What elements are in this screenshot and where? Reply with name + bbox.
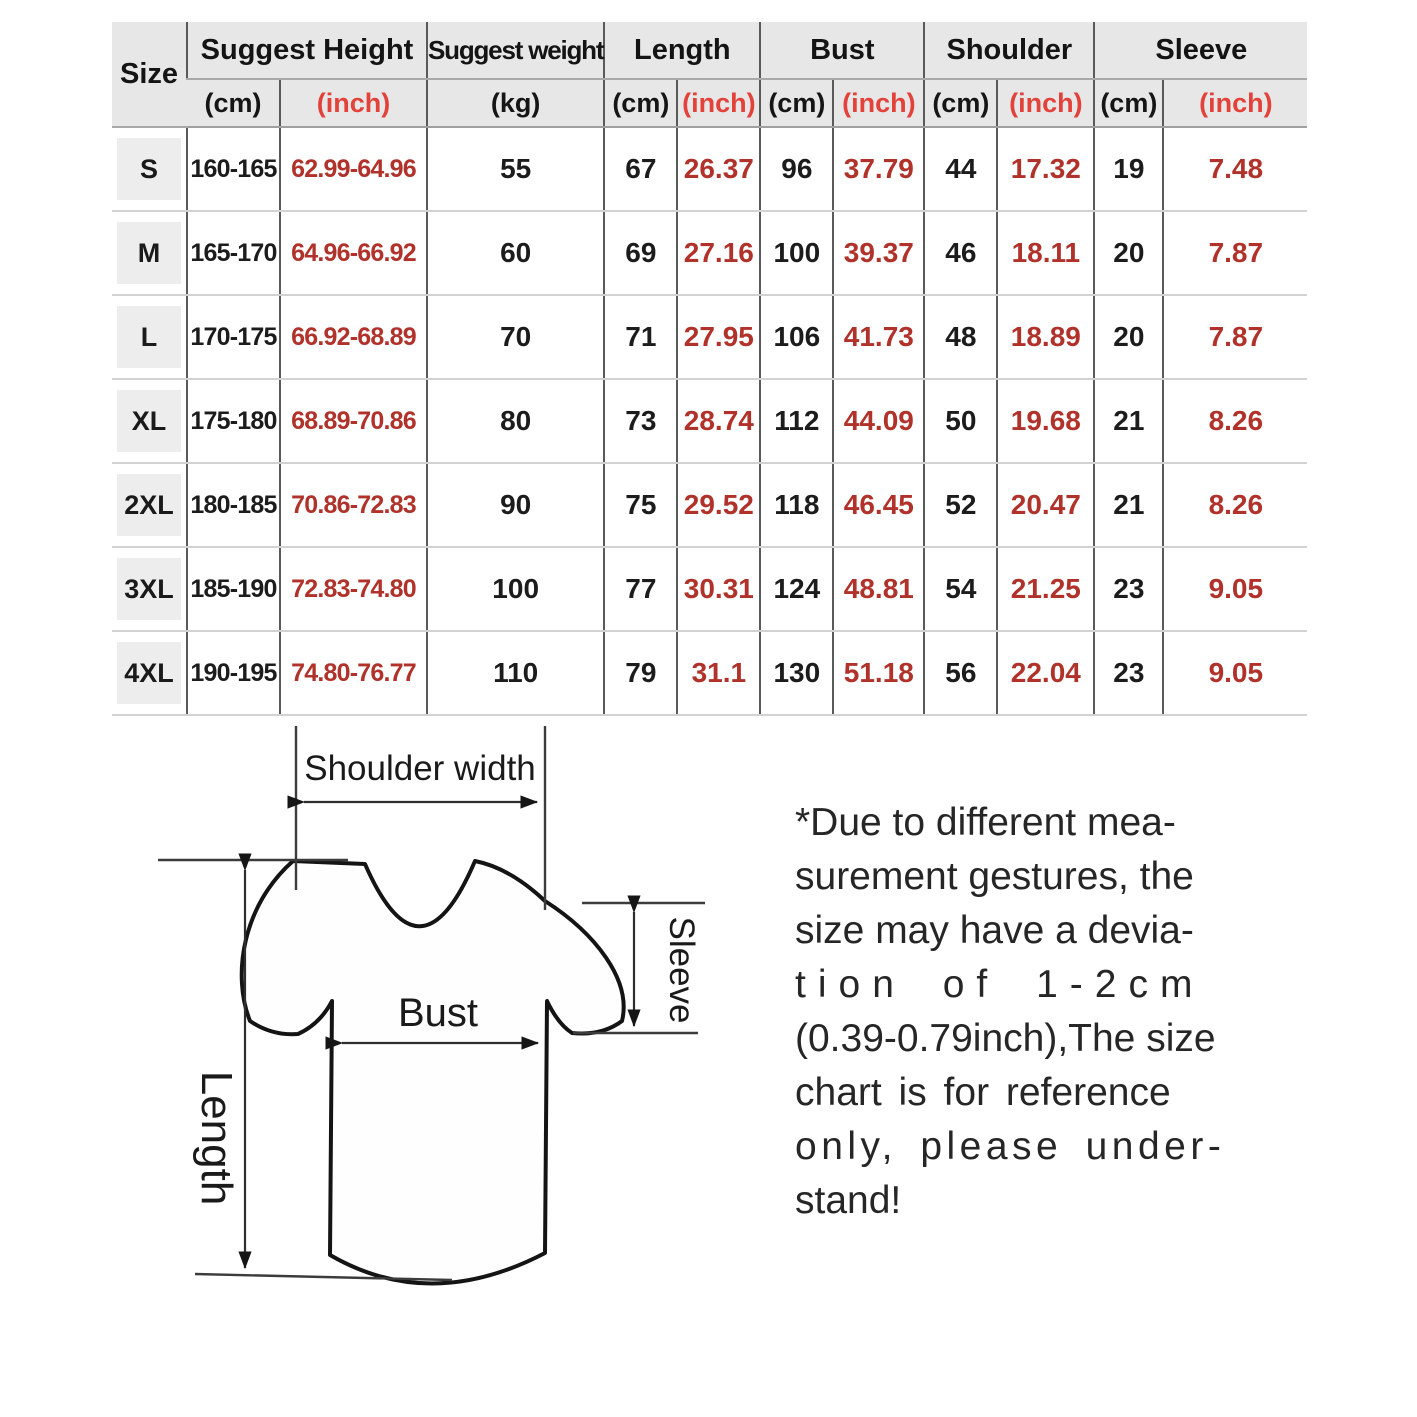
value-cell: 7.87 (1163, 295, 1307, 379)
value-cell: 79 (604, 631, 677, 715)
value-cell: 51.18 (833, 631, 924, 715)
table-row (112, 463, 1307, 547)
value-cell: 18.11 (997, 211, 1094, 295)
value-cell: 54 (924, 547, 997, 631)
value-cell: 48 (924, 295, 997, 379)
unit-sleeve-cm: (cm) (1094, 79, 1163, 127)
unit-length-cm: (cm) (604, 79, 677, 127)
value-cell: 72.83-74.80 (280, 547, 427, 631)
unit-weight-kg: (kg) (427, 79, 604, 127)
value-cell: 46.45 (833, 463, 924, 547)
size-label-cell (112, 547, 187, 631)
value-cell: 46 (924, 211, 997, 295)
table-row (112, 295, 1307, 379)
col-length: Length (604, 22, 760, 79)
value-cell: 20 (1094, 295, 1163, 379)
disclaimer-line: tion of 1-2cm (795, 963, 1205, 1006)
value-cell: 8.26 (1163, 379, 1307, 463)
value-cell: 23 (1094, 631, 1163, 715)
value-cell: 130 (760, 631, 833, 715)
table-row (112, 631, 1307, 715)
size-chart-section (112, 22, 1307, 716)
table-row (112, 211, 1307, 295)
value-cell: 180-185 (187, 463, 280, 547)
disclaimer-line: stand! (795, 1179, 902, 1222)
value-cell: 8.26 (1163, 463, 1307, 547)
unit-shoulder-cm: (cm) (924, 79, 997, 127)
value-cell: 170-175 (187, 295, 280, 379)
value-cell: 62.99-64.96 (280, 127, 427, 211)
value-cell: 48.81 (833, 547, 924, 631)
tshirt-outline-icon (242, 861, 624, 1284)
value-cell: 100 (760, 211, 833, 295)
length-label: Length (192, 1070, 241, 1206)
value-cell: 106 (760, 295, 833, 379)
value-cell: 52 (924, 463, 997, 547)
measurement-diagram (140, 718, 720, 1368)
value-cell: 9.05 (1163, 631, 1307, 715)
value-cell: 124 (760, 547, 833, 631)
value-cell: 30.31 (677, 547, 760, 631)
value-cell: 56 (924, 631, 997, 715)
bust-label: Bust (397, 991, 479, 1035)
value-cell: 19.68 (997, 379, 1094, 463)
value-cell: 29.52 (677, 463, 760, 547)
table-row (112, 379, 1307, 463)
value-cell: 21.25 (997, 547, 1094, 631)
value-cell: 55 (427, 127, 604, 211)
size-chip: 2XL (117, 474, 181, 536)
size-label-cell (112, 295, 187, 379)
value-cell: 165-170 (187, 211, 280, 295)
value-cell: 71 (604, 295, 677, 379)
value-cell: 96 (760, 127, 833, 211)
value-cell: 74.80-76.77 (280, 631, 427, 715)
size-chip: 4XL (117, 642, 181, 704)
value-cell: 7.48 (1163, 127, 1307, 211)
disclaimer-line: (0.39-0.79inch),The size (795, 1017, 1216, 1060)
disclaimer-line: surement gestures, the (795, 855, 1194, 898)
unit-height-cm: (cm) (187, 79, 280, 127)
value-cell: 19 (1094, 127, 1163, 211)
value-cell: 68.89-70.86 (280, 379, 427, 463)
table-row (112, 547, 1307, 631)
disclaimer-line: *Due to different mea- (795, 801, 1176, 844)
size-chip: M (117, 222, 181, 284)
table-row (112, 127, 1307, 211)
disclaimer-text (795, 796, 1255, 1228)
value-cell: 69 (604, 211, 677, 295)
value-cell: 118 (760, 463, 833, 547)
col-suggest-height: Suggest Height (187, 22, 427, 79)
size-chip: 3XL (117, 558, 181, 620)
value-cell: 185-190 (187, 547, 280, 631)
header-group-row (112, 22, 1307, 79)
value-cell: 67 (604, 127, 677, 211)
unit-bust-cm: (cm) (760, 79, 833, 127)
unit-sleeve-inch: (inch) (1163, 79, 1307, 127)
size-label-cell (112, 631, 187, 715)
value-cell: 22.04 (997, 631, 1094, 715)
value-cell: 64.96-66.92 (280, 211, 427, 295)
unit-height-inch: (inch) (280, 79, 427, 127)
value-cell: 73 (604, 379, 677, 463)
size-chip: S (117, 138, 181, 200)
size-label-cell (112, 463, 187, 547)
value-cell: 70 (427, 295, 604, 379)
col-bust: Bust (760, 22, 924, 79)
value-cell: 44.09 (833, 379, 924, 463)
size-chip: L (117, 306, 181, 368)
value-cell: 21 (1094, 463, 1163, 547)
value-cell: 50 (924, 379, 997, 463)
value-cell: 44 (924, 127, 997, 211)
sleeve-label: Sleeve (662, 916, 701, 1024)
shoulder-width-label: Shoulder width (304, 749, 536, 788)
value-cell: 18.89 (997, 295, 1094, 379)
size-chart-table (112, 22, 1307, 716)
col-shoulder: Shoulder (924, 22, 1094, 79)
header-units-row (112, 79, 1307, 127)
value-cell: 17.32 (997, 127, 1094, 211)
value-cell: 21 (1094, 379, 1163, 463)
value-cell: 20.47 (997, 463, 1094, 547)
value-cell: 60 (427, 211, 604, 295)
value-cell: 77 (604, 547, 677, 631)
value-cell: 66.92-68.89 (280, 295, 427, 379)
unit-length-inch: (inch) (677, 79, 760, 127)
disclaimer-line: size may have a devia- (795, 909, 1194, 952)
value-cell: 7.87 (1163, 211, 1307, 295)
value-cell: 9.05 (1163, 547, 1307, 631)
size-label-cell (112, 379, 187, 463)
value-cell: 27.16 (677, 211, 760, 295)
unit-shoulder-inch: (inch) (997, 79, 1094, 127)
col-sleeve: Sleeve (1094, 22, 1307, 79)
unit-bust-inch: (inch) (833, 79, 924, 127)
value-cell: 75 (604, 463, 677, 547)
value-cell: 27.95 (677, 295, 760, 379)
value-cell: 41.73 (833, 295, 924, 379)
disclaimer-line: only, please under- (795, 1125, 1226, 1168)
disclaimer-line: chart is for reference (795, 1071, 1171, 1114)
value-cell: 28.74 (677, 379, 760, 463)
value-cell: 190-195 (187, 631, 280, 715)
value-cell: 160-165 (187, 127, 280, 211)
tshirt-diagram (140, 718, 720, 1368)
value-cell: 23 (1094, 547, 1163, 631)
col-suggest-weight: Suggest weight (427, 22, 604, 79)
size-chip: XL (117, 390, 181, 452)
value-cell: 70.86-72.83 (280, 463, 427, 547)
value-cell: 100 (427, 547, 604, 631)
col-size: Size (112, 22, 187, 127)
value-cell: 112 (760, 379, 833, 463)
size-label-cell (112, 211, 187, 295)
size-label-cell (112, 127, 187, 211)
value-cell: 20 (1094, 211, 1163, 295)
value-cell: 39.37 (833, 211, 924, 295)
value-cell: 110 (427, 631, 604, 715)
table-header (112, 22, 1307, 127)
value-cell: 175-180 (187, 379, 280, 463)
size-table-body (112, 127, 1307, 715)
value-cell: 37.79 (833, 127, 924, 211)
value-cell: 31.1 (677, 631, 760, 715)
value-cell: 26.37 (677, 127, 760, 211)
value-cell: 80 (427, 379, 604, 463)
value-cell: 90 (427, 463, 604, 547)
